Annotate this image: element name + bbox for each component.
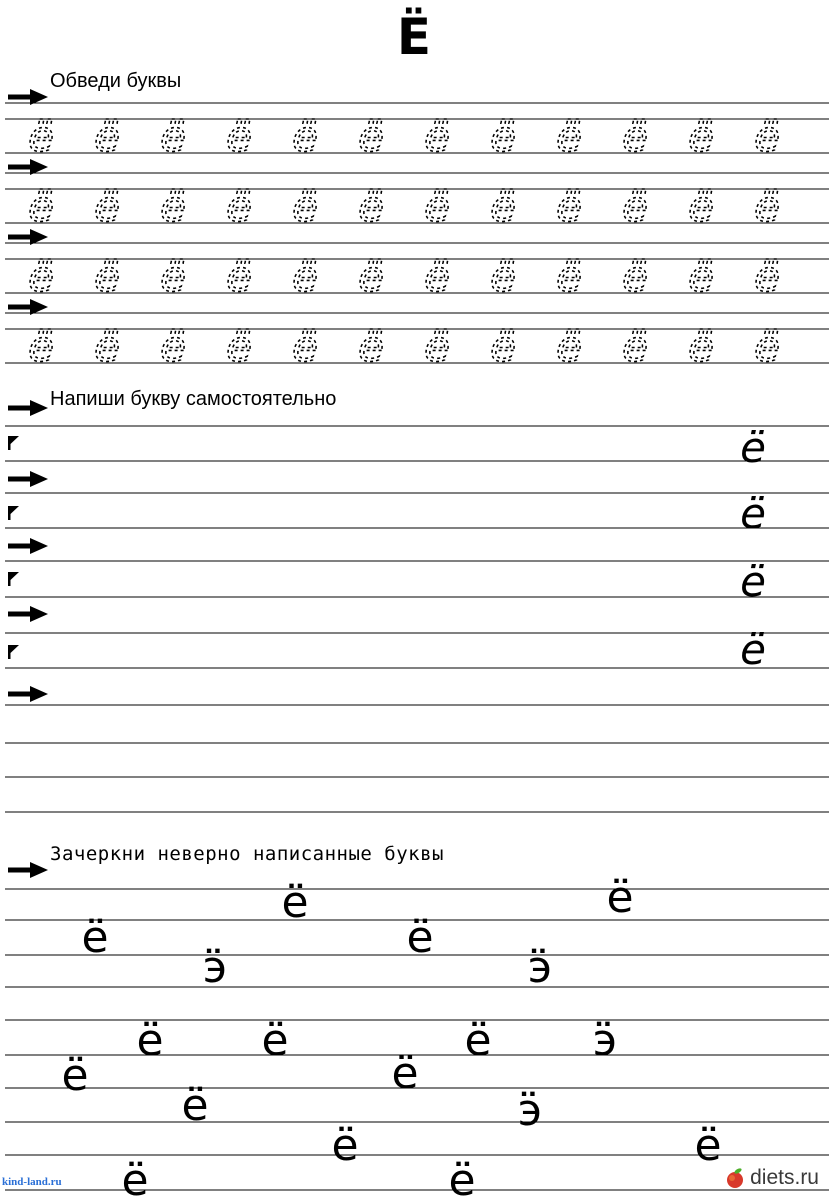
trace-letter: ё bbox=[28, 252, 54, 301]
correct-letter: ё bbox=[136, 1015, 164, 1066]
trace-letter: ё bbox=[292, 252, 318, 301]
correct-letter: ё bbox=[406, 912, 434, 963]
trace-letter: ё bbox=[754, 112, 780, 161]
arrow-right-icon bbox=[8, 538, 48, 554]
start-flag-icon bbox=[8, 572, 19, 586]
trace-letter: ё bbox=[292, 322, 318, 371]
footer-watermark-left: kind-land.ru bbox=[2, 1176, 62, 1188]
trace-letter-grid bbox=[28, 112, 780, 371]
arrow-right-icon bbox=[8, 400, 48, 416]
trace-letter: ё bbox=[358, 112, 384, 161]
correct-letter: ё bbox=[606, 872, 634, 923]
section-write-label: Напиши букву самостоятельно bbox=[50, 388, 337, 410]
arrow-right-icon bbox=[8, 471, 48, 487]
correct-letter: ё bbox=[61, 1050, 89, 1101]
trace-letter: ё bbox=[754, 252, 780, 301]
sample-letter: ё bbox=[740, 489, 766, 538]
trace-letter: ё bbox=[490, 182, 516, 231]
trace-letter: ё bbox=[160, 322, 186, 371]
footer-brand-text: diets.ru bbox=[750, 1166, 819, 1189]
correct-letter: ё bbox=[121, 1155, 149, 1200]
sample-letter: ё bbox=[740, 423, 766, 472]
correct-letter: ё bbox=[261, 1015, 289, 1066]
trace-letter: ё bbox=[424, 252, 450, 301]
apple-icon bbox=[724, 1167, 746, 1189]
section-trace-label: Обведи буквы bbox=[50, 70, 182, 92]
trace-letter: ё bbox=[556, 182, 582, 231]
start-flag-icon bbox=[8, 436, 19, 450]
trace-letter: ё bbox=[292, 182, 318, 231]
trace-letter: ё bbox=[490, 322, 516, 371]
page-title: Ё bbox=[396, 8, 433, 66]
sample-letters bbox=[740, 423, 766, 674]
correct-letter: ё bbox=[81, 912, 109, 963]
trace-letter: ё bbox=[94, 112, 120, 161]
trace-letter: ё bbox=[94, 182, 120, 231]
sample-letter: ё bbox=[740, 557, 766, 606]
trace-letter: ё bbox=[358, 252, 384, 301]
arrow-right-icon bbox=[8, 862, 48, 878]
wrong-letter: ӭ bbox=[592, 1015, 618, 1066]
trace-letter: ё bbox=[556, 322, 582, 371]
trace-letter: ё bbox=[556, 252, 582, 301]
trace-letter: ё bbox=[622, 322, 648, 371]
trace-letter: ё bbox=[292, 112, 318, 161]
correct-letter: ё bbox=[281, 877, 309, 928]
cross-out-letters bbox=[61, 872, 721, 1200]
trace-letter: ё bbox=[226, 322, 252, 371]
start-flag-icon bbox=[8, 506, 19, 520]
trace-letter: ё bbox=[754, 182, 780, 231]
trace-letter: ё bbox=[490, 252, 516, 301]
correct-letter: ё bbox=[448, 1155, 476, 1200]
trace-letter: ё bbox=[622, 182, 648, 231]
trace-letter: ё bbox=[160, 252, 186, 301]
trace-letter: ё bbox=[94, 322, 120, 371]
arrow-right-icon bbox=[8, 606, 48, 622]
trace-letter: ё bbox=[226, 182, 252, 231]
trace-letter: ё bbox=[556, 112, 582, 161]
trace-letter: ё bbox=[160, 112, 186, 161]
trace-letter: ё bbox=[226, 112, 252, 161]
trace-letter: ё bbox=[28, 182, 54, 231]
trace-letter: ё bbox=[688, 182, 714, 231]
correct-letter: ё bbox=[181, 1080, 209, 1131]
trace-letter: ё bbox=[424, 112, 450, 161]
sample-letter: ё bbox=[740, 625, 766, 674]
footer-brand[interactable] bbox=[724, 1166, 819, 1190]
correct-letter: ё bbox=[331, 1120, 359, 1171]
wrong-letter: ӭ bbox=[202, 942, 228, 993]
trace-letter: ё bbox=[622, 112, 648, 161]
trace-letter: ё bbox=[94, 252, 120, 301]
trace-letter: ё bbox=[688, 322, 714, 371]
trace-letter: ё bbox=[358, 182, 384, 231]
trace-letter: ё bbox=[28, 112, 54, 161]
correct-letter: ё bbox=[464, 1015, 492, 1066]
trace-letter: ё bbox=[424, 322, 450, 371]
correct-letter: ё bbox=[391, 1048, 419, 1099]
trace-letter: ё bbox=[28, 322, 54, 371]
trace-letter: ё bbox=[358, 322, 384, 371]
arrow-right-icon bbox=[8, 686, 48, 702]
trace-letter: ё bbox=[688, 112, 714, 161]
trace-letter: ё bbox=[160, 182, 186, 231]
trace-letter: ё bbox=[754, 322, 780, 371]
section-cross-label: Зачеркни неверно написанные буквы bbox=[50, 843, 444, 865]
correct-letter: ё bbox=[694, 1120, 722, 1171]
trace-letter: ё bbox=[226, 252, 252, 301]
trace-letter: ё bbox=[490, 112, 516, 161]
start-flag-icon bbox=[8, 645, 19, 659]
wrong-letter: ӭ bbox=[527, 942, 553, 993]
trace-letter: ё bbox=[622, 252, 648, 301]
trace-letter: ё bbox=[424, 182, 450, 231]
wrong-letter: ӭ bbox=[517, 1085, 543, 1136]
trace-letter: ё bbox=[688, 252, 714, 301]
